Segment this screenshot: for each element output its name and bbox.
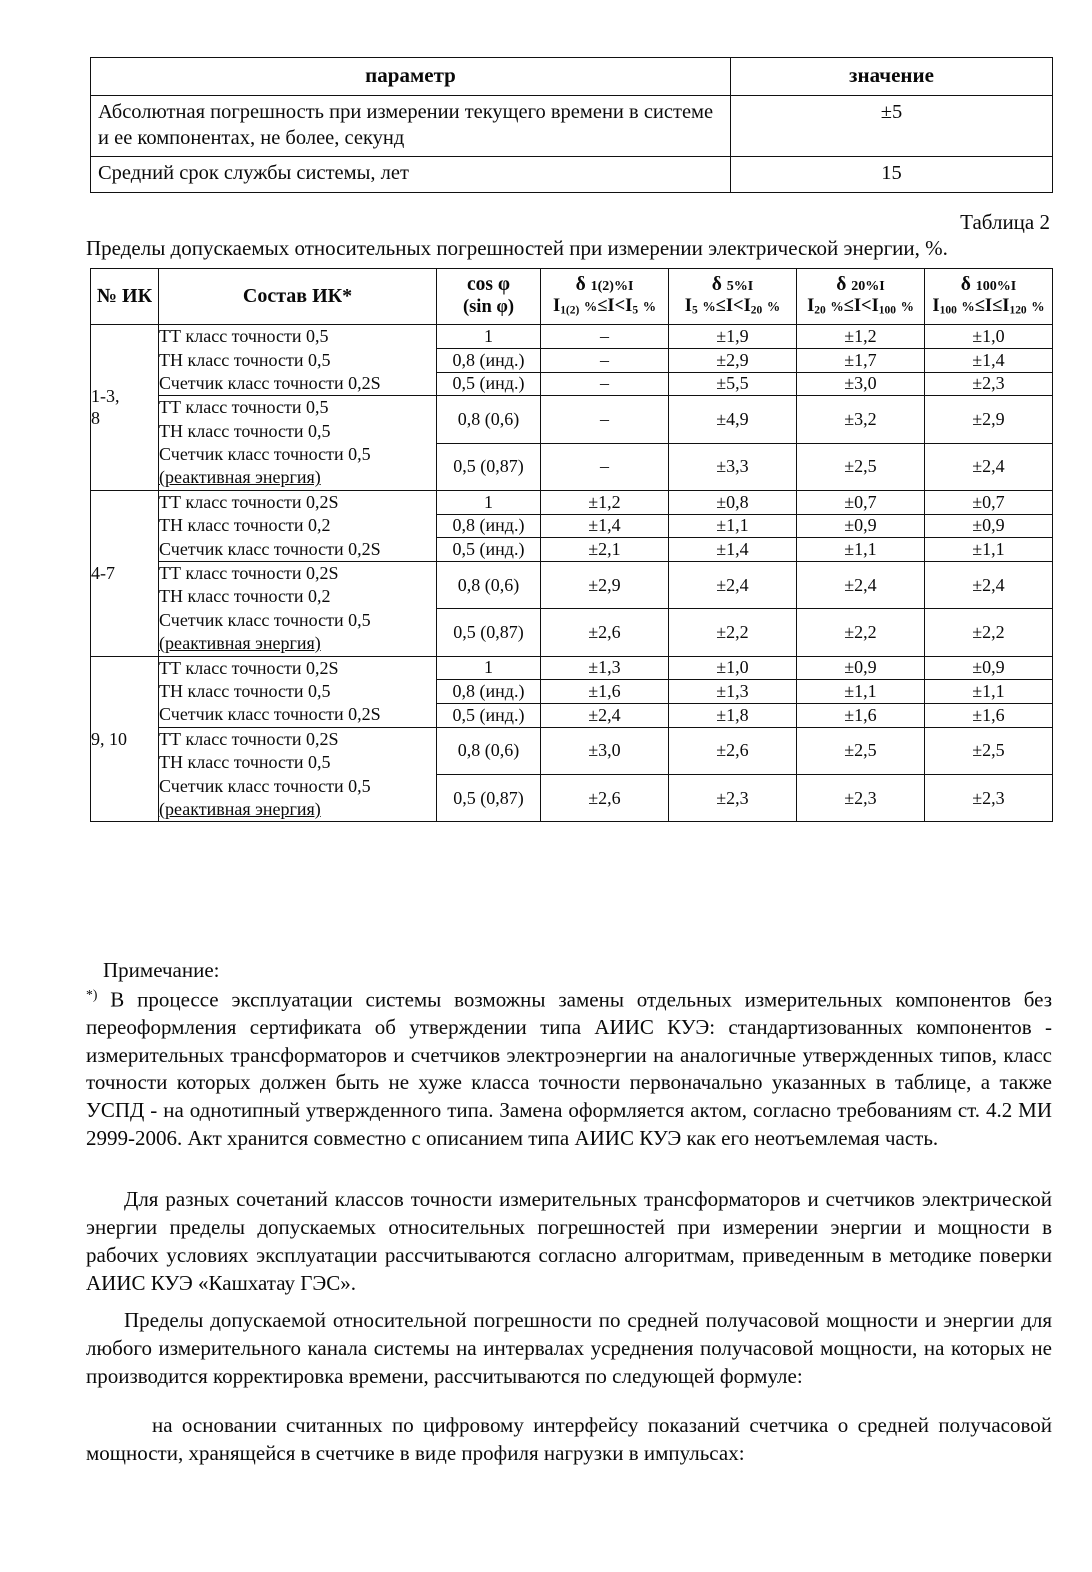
cos-value-cell: 0,8 (инд.)	[437, 514, 541, 538]
ik-number-cell: 9, 10	[91, 656, 159, 822]
delta-5-cell: ±5,5	[669, 372, 797, 396]
delta-100-cell: ±0,9	[925, 656, 1053, 680]
th-ik-no: № ИК	[91, 269, 159, 325]
table2-caption: Пределы допускаемых относительных погрешностей при измерении электрической энергии, %.	[86, 236, 948, 260]
table-row-header	[91, 269, 1053, 325]
cos-value-cell: 0,5 (инд.)	[437, 538, 541, 562]
table-row	[91, 157, 1053, 192]
delta-100-cell: ±1,6	[925, 704, 1053, 728]
delta-5-cell: ±2,6	[669, 727, 797, 774]
delta-1-2-cell: –	[541, 372, 669, 396]
delta-20-cell: ±2,3	[797, 775, 925, 822]
composition-cell: ТТ класс точности 0,2S ТН класс точности 0,5 Счетчик класс точности 0,2S	[159, 656, 437, 727]
delta-100-cell: ±1,1	[925, 538, 1053, 562]
table-row	[91, 396, 1053, 443]
th-cos-phi: cos φ (sin φ)	[437, 269, 541, 325]
delta-1-2-cell: ±2,9	[541, 562, 669, 609]
delta-100-cell: ±2,9	[925, 396, 1053, 443]
delta-20-cell: ±1,6	[797, 704, 925, 728]
table-row-header	[91, 58, 1053, 96]
delta-100-cell: ±2,3	[925, 775, 1053, 822]
paragraph-1-text: Для разных сочетаний классов точности измерительных трансформаторов и счетчиков электрической энергии пределы допускаемых относительных погрешностей при измерении энергии и мощности в рабочих условиях эксплуатации рассчитываются согласно алгоритмам, приведенным в методике поверки АИИС КУЭ «Кашхатау ГЭС».	[86, 1187, 1052, 1295]
delta-5-cell: ±1,1	[669, 514, 797, 538]
table2-body	[91, 325, 1053, 822]
composition-cell: ТТ класс точности 0,2S ТН класс точности 0,5 Счетчик класс точности 0,5 (реактивная энергия)	[159, 727, 437, 822]
delta-5-cell: ±2,9	[669, 348, 797, 372]
delta-20-cell: ±0,7	[797, 490, 925, 514]
delta-1-2-cell: ±1,6	[541, 680, 669, 704]
th-composition: Состав ИК*	[159, 269, 437, 325]
delta-20-cell: ±1,2	[797, 325, 925, 349]
delta-5-cell: ±4,9	[669, 396, 797, 443]
delta-1-2-cell: –	[541, 396, 669, 443]
table1-value-1: 15	[731, 157, 1053, 192]
paragraph-2-text: Пределы допускаемой относительной погрешности по средней получасовой мощности и энергии для любого измерительного канала системы на интервалах усреднения получасовой мощности, на которых не производится корректировка времени, рассчитываются по следующей формуле:	[86, 1308, 1052, 1388]
note-body	[86, 986, 1052, 1152]
cos-value-cell: 0,5 (инд.)	[437, 372, 541, 396]
delta-20-cell: ±1,1	[797, 680, 925, 704]
delta-1-2-cell: ±2,6	[541, 775, 669, 822]
delta-100-cell: ±0,7	[925, 490, 1053, 514]
cos-value-cell: 1	[437, 325, 541, 349]
cos-value-cell: 0,5 (0,87)	[437, 443, 541, 490]
cos-value-cell: 0,8 (инд.)	[437, 680, 541, 704]
delta-1-2-cell: ±1,3	[541, 656, 669, 680]
table1-param-0: Абсолютная погрешность при измерении текущего времени в системе и ее компонентах, не более, секунд	[91, 95, 731, 156]
table-row	[91, 562, 1053, 609]
delta-20-cell: ±3,2	[797, 396, 925, 443]
paragraph-2	[86, 1307, 1052, 1391]
delta-1-2-cell: ±1,2	[541, 490, 669, 514]
cos-value-cell: 0,5 (инд.)	[437, 704, 541, 728]
delta-100-cell: ±1,4	[925, 348, 1053, 372]
table-row	[91, 656, 1053, 680]
delta-20-cell: ±1,7	[797, 348, 925, 372]
table1-header-value: значение	[731, 58, 1053, 96]
delta-1-2-cell: ±2,1	[541, 538, 669, 562]
delta-1-2-cell: –	[541, 443, 669, 490]
composition-cell: ТТ класс точности 0,2S ТН класс точности 0,2 Счетчик класс точности 0,5 (реактивная энергия)	[159, 562, 437, 657]
delta-5-cell: ±1,3	[669, 680, 797, 704]
composition-cell: ТТ класс точности 0,5 ТН класс точности 0,5 Счетчик класс точности 0,2S	[159, 325, 437, 396]
delta-5-cell: ±2,3	[669, 775, 797, 822]
ik-number-cell: 1-3, 8	[91, 325, 159, 491]
delta-100-cell: ±2,3	[925, 372, 1053, 396]
table-error-limits	[90, 268, 1053, 822]
table-row	[91, 490, 1053, 514]
composition-cell: ТТ класс точности 0,2S ТН класс точности 0,2 Счетчик класс точности 0,2S	[159, 490, 437, 561]
delta-5-cell: ±1,0	[669, 656, 797, 680]
delta-100-cell: ±0,9	[925, 514, 1053, 538]
delta-1-2-cell: ±2,4	[541, 704, 669, 728]
delta-20-cell: ±2,4	[797, 562, 925, 609]
paragraph-1	[86, 1186, 1052, 1298]
delta-100-cell: ±2,4	[925, 443, 1053, 490]
cos-value-cell: 1	[437, 656, 541, 680]
paragraph-3-text: на основании считанных по цифровому интерфейсу показаний счетчика о средней получасовой мощности, хранящейся в счетчике в виде профиля нагрузки в импульсах:	[86, 1413, 1052, 1465]
delta-1-2-cell: ±3,0	[541, 727, 669, 774]
cos-value-cell: 0,8 (0,6)	[437, 396, 541, 443]
th-delta-100: δ 100%I $I_{100}$ $\%\le I\le I_{120}$ %	[925, 269, 1053, 325]
table1-param-1: Средний срок службы системы, лет	[91, 157, 731, 192]
ik-number-cell: 4-7	[91, 490, 159, 656]
cos-value-cell: 0,5 (0,87)	[437, 609, 541, 656]
table-row	[91, 95, 1053, 156]
delta-100-cell: ±2,2	[925, 609, 1053, 656]
delta-5-cell: ±2,2	[669, 609, 797, 656]
table-row	[91, 727, 1053, 774]
delta-20-cell: ±0,9	[797, 656, 925, 680]
delta-5-cell: ±0,8	[669, 490, 797, 514]
delta-20-cell: ±2,5	[797, 727, 925, 774]
paragraph-3	[86, 1412, 1052, 1468]
table1-header-param: параметр	[91, 58, 731, 96]
note-marker: *)	[86, 987, 98, 1002]
th-delta-1-2: δ 1(2)%I $I_{1(2)}$ $\%\le I<I_5$ %	[541, 269, 669, 325]
delta-5-cell: ±1,9	[669, 325, 797, 349]
delta-1-2-cell: ±1,4	[541, 514, 669, 538]
table1-value-0: ±5	[731, 95, 1053, 156]
cos-value-cell: 0,8 (инд.)	[437, 348, 541, 372]
cos-value-cell: 0,8 (0,6)	[437, 562, 541, 609]
delta-5-cell: ±1,4	[669, 538, 797, 562]
table-row	[91, 325, 1053, 349]
delta-20-cell: ±0,9	[797, 514, 925, 538]
th-delta-20: δ 20%I $I_{20}$ $\%\le I<I_{100}$ %	[797, 269, 925, 325]
cos-value-cell: 0,8 (0,6)	[437, 727, 541, 774]
delta-100-cell: ±2,5	[925, 727, 1053, 774]
cos-value-cell: 0,5 (0,87)	[437, 775, 541, 822]
table2-number-label: Таблица 2	[960, 210, 1050, 234]
delta-100-cell: ±2,4	[925, 562, 1053, 609]
composition-cell: ТТ класс точности 0,5 ТН класс точности 0,5 Счетчик класс точности 0,5 (реактивная энергия)	[159, 396, 437, 491]
delta-5-cell: ±3,3	[669, 443, 797, 490]
delta-100-cell: ±1,1	[925, 680, 1053, 704]
delta-20-cell: ±2,2	[797, 609, 925, 656]
delta-1-2-cell: ±2,6	[541, 609, 669, 656]
delta-20-cell: ±3,0	[797, 372, 925, 396]
th-delta-5: δ 5%I $I_5$ $\%\le I<I_{20}$ %	[669, 269, 797, 325]
delta-5-cell: ±1,8	[669, 704, 797, 728]
cos-value-cell: 1	[437, 490, 541, 514]
delta-20-cell: ±2,5	[797, 443, 925, 490]
delta-1-2-cell: –	[541, 348, 669, 372]
note-text: В процессе эксплуатации системы возможны замены отдельных измерительных компонентов без переоформления сертификата об утверждении типа АИИС КУЭ: стандартизованных компонентов - измерительных трансформаторов и счетчиков электроэнергии на аналогичные утвержденных типов, класс точности которых должен быть не хуже класса точности первоначально указанных в таблице, а также УСПД - на однотипный утвержденного типа. Замена оформляется актом, согласно требованиям ст. 4.2 МИ 2999-2006. Акт хранится совместно с описанием типа АИИС КУЭ как его неотъемлемая часть.	[86, 987, 1053, 1150]
delta-20-cell: ±1,1	[797, 538, 925, 562]
delta-100-cell: ±1,0	[925, 325, 1053, 349]
delta-1-2-cell: –	[541, 325, 669, 349]
table-system-parameters	[90, 57, 1053, 193]
note-title: Примечание:	[103, 958, 220, 982]
delta-5-cell: ±2,4	[669, 562, 797, 609]
